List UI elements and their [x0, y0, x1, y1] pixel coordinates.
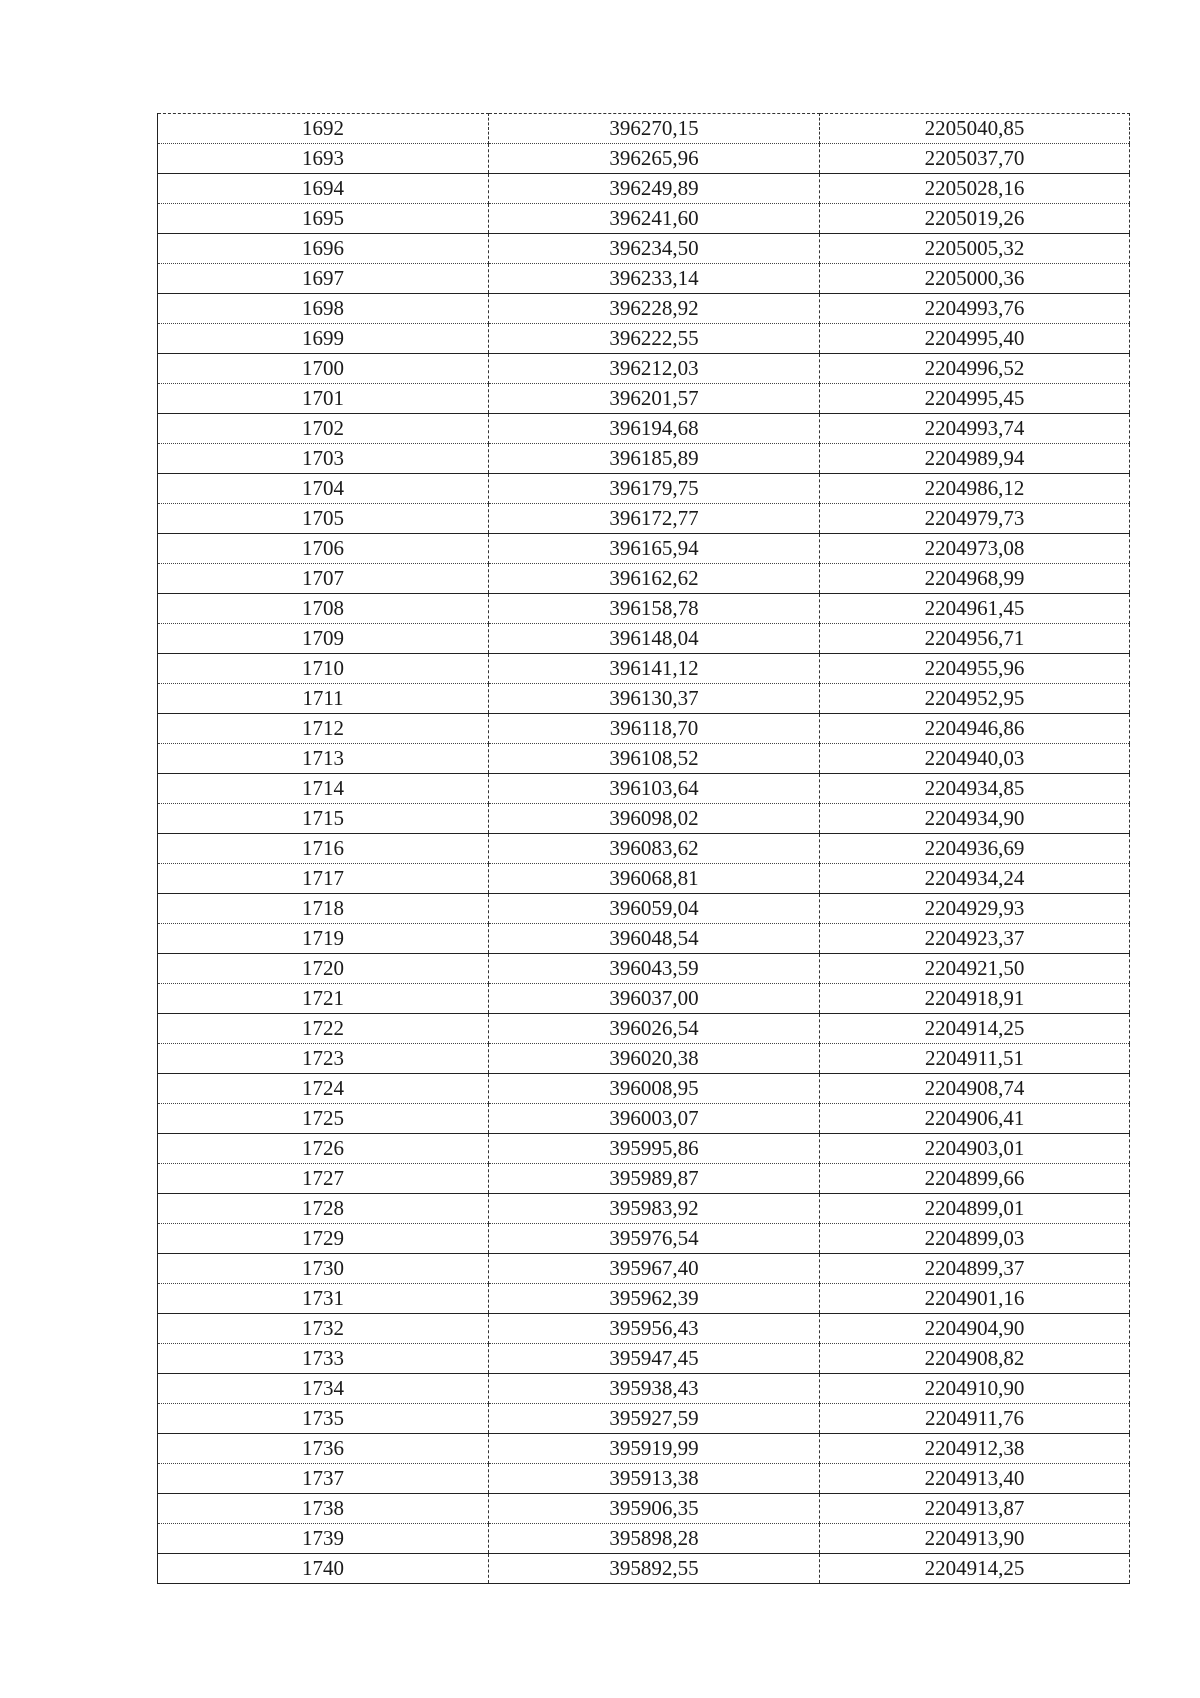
x-coordinate-cell: 396162,62: [489, 564, 820, 594]
table-row: [158, 1104, 1130, 1134]
x-coordinate-cell: 395906,35: [489, 1494, 820, 1524]
point-number-cell: 1736: [158, 1434, 489, 1464]
point-number-cell: 1704: [158, 474, 489, 504]
table-row: [158, 1524, 1130, 1554]
x-coordinate-cell: 395983,92: [489, 1194, 820, 1224]
point-number-cell: 1724: [158, 1074, 489, 1104]
point-number-cell: 1735: [158, 1404, 489, 1434]
table-row: [158, 1314, 1130, 1344]
x-coordinate-cell: 396179,75: [489, 474, 820, 504]
x-coordinate-cell: 396118,70: [489, 714, 820, 744]
point-number-cell: 1695: [158, 204, 489, 234]
y-coordinate-cell: 2204989,94: [820, 444, 1130, 474]
x-coordinate-cell: 396212,03: [489, 354, 820, 384]
x-coordinate-cell: 395938,43: [489, 1374, 820, 1404]
point-number-cell: 1732: [158, 1314, 489, 1344]
point-number-cell: 1727: [158, 1164, 489, 1194]
point-number-cell: 1707: [158, 564, 489, 594]
y-coordinate-cell: 2204993,76: [820, 294, 1130, 324]
point-number-cell: 1722: [158, 1014, 489, 1044]
y-coordinate-cell: 2204968,99: [820, 564, 1130, 594]
x-coordinate-cell: 395913,38: [489, 1464, 820, 1494]
x-coordinate-cell: 396098,02: [489, 804, 820, 834]
y-coordinate-cell: 2204934,24: [820, 864, 1130, 894]
y-coordinate-cell: 2204914,25: [820, 1554, 1130, 1584]
table-row: [158, 114, 1130, 144]
x-coordinate-cell: 396068,81: [489, 864, 820, 894]
y-coordinate-cell: 2205028,16: [820, 174, 1130, 204]
table-row: [158, 564, 1130, 594]
x-coordinate-cell: 396148,04: [489, 624, 820, 654]
x-coordinate-cell: 395989,87: [489, 1164, 820, 1194]
table-row: [158, 414, 1130, 444]
y-coordinate-cell: 2204940,03: [820, 744, 1130, 774]
table-row: [158, 354, 1130, 384]
x-coordinate-cell: 396201,57: [489, 384, 820, 414]
table-row: [158, 504, 1130, 534]
table-row: [158, 1044, 1130, 1074]
x-coordinate-cell: 396059,04: [489, 894, 820, 924]
x-coordinate-cell: 396185,89: [489, 444, 820, 474]
y-coordinate-cell: 2204995,40: [820, 324, 1130, 354]
point-number-cell: 1739: [158, 1524, 489, 1554]
y-coordinate-cell: 2204899,37: [820, 1254, 1130, 1284]
point-number-cell: 1721: [158, 984, 489, 1014]
x-coordinate-cell: 396026,54: [489, 1014, 820, 1044]
table-row: [158, 1164, 1130, 1194]
y-coordinate-cell: 2204918,91: [820, 984, 1130, 1014]
table-row: [158, 444, 1130, 474]
point-number-cell: 1700: [158, 354, 489, 384]
coordinates-table-body: [158, 114, 1130, 1584]
table-row: [158, 804, 1130, 834]
table-row: [158, 324, 1130, 354]
y-coordinate-cell: 2204993,74: [820, 414, 1130, 444]
y-coordinate-cell: 2204936,69: [820, 834, 1130, 864]
x-coordinate-cell: 396233,14: [489, 264, 820, 294]
point-number-cell: 1703: [158, 444, 489, 474]
y-coordinate-cell: 2204914,25: [820, 1014, 1130, 1044]
point-number-cell: 1699: [158, 324, 489, 354]
y-coordinate-cell: 2204906,41: [820, 1104, 1130, 1134]
point-number-cell: 1729: [158, 1224, 489, 1254]
x-coordinate-cell: 396228,92: [489, 294, 820, 324]
x-coordinate-cell: 396020,38: [489, 1044, 820, 1074]
x-coordinate-cell: 395947,45: [489, 1344, 820, 1374]
point-number-cell: 1710: [158, 654, 489, 684]
y-coordinate-cell: 2204996,52: [820, 354, 1130, 384]
y-coordinate-cell: 2204912,38: [820, 1434, 1130, 1464]
y-coordinate-cell: 2204911,76: [820, 1404, 1130, 1434]
table-row: [158, 624, 1130, 654]
point-number-cell: 1726: [158, 1134, 489, 1164]
table-row: [158, 174, 1130, 204]
y-coordinate-cell: 2205037,70: [820, 144, 1130, 174]
x-coordinate-cell: 396165,94: [489, 534, 820, 564]
x-coordinate-cell: 396043,59: [489, 954, 820, 984]
table-row: [158, 1344, 1130, 1374]
y-coordinate-cell: 2204908,74: [820, 1074, 1130, 1104]
x-coordinate-cell: 396037,00: [489, 984, 820, 1014]
table-row: [158, 1134, 1130, 1164]
y-coordinate-cell: 2204934,90: [820, 804, 1130, 834]
y-coordinate-cell: 2204961,45: [820, 594, 1130, 624]
y-coordinate-cell: 2204952,95: [820, 684, 1130, 714]
point-number-cell: 1701: [158, 384, 489, 414]
x-coordinate-cell: 395976,54: [489, 1224, 820, 1254]
y-coordinate-cell: 2204899,03: [820, 1224, 1130, 1254]
table-row: [158, 1494, 1130, 1524]
point-number-cell: 1698: [158, 294, 489, 324]
point-number-cell: 1717: [158, 864, 489, 894]
x-coordinate-cell: 396048,54: [489, 924, 820, 954]
point-number-cell: 1719: [158, 924, 489, 954]
x-coordinate-cell: 395956,43: [489, 1314, 820, 1344]
point-number-cell: 1712: [158, 714, 489, 744]
point-number-cell: 1723: [158, 1044, 489, 1074]
table-row: [158, 954, 1130, 984]
y-coordinate-cell: 2204956,71: [820, 624, 1130, 654]
table-row: [158, 1464, 1130, 1494]
table-row: [158, 894, 1130, 924]
table-row: [158, 924, 1130, 954]
y-coordinate-cell: 2204955,96: [820, 654, 1130, 684]
y-coordinate-cell: 2204973,08: [820, 534, 1130, 564]
table-row: [158, 1434, 1130, 1464]
table-row: [158, 864, 1130, 894]
x-coordinate-cell: 396003,07: [489, 1104, 820, 1134]
table-row: [158, 1074, 1130, 1104]
y-coordinate-cell: 2204899,66: [820, 1164, 1130, 1194]
x-coordinate-cell: 395962,39: [489, 1284, 820, 1314]
table-row: [158, 744, 1130, 774]
y-coordinate-cell: 2205000,36: [820, 264, 1130, 294]
point-number-cell: 1711: [158, 684, 489, 714]
x-coordinate-cell: 396270,15: [489, 114, 820, 144]
point-number-cell: 1697: [158, 264, 489, 294]
point-number-cell: 1737: [158, 1464, 489, 1494]
y-coordinate-cell: 2204908,82: [820, 1344, 1130, 1374]
point-number-cell: 1731: [158, 1284, 489, 1314]
point-number-cell: 1718: [158, 894, 489, 924]
table-row: [158, 234, 1130, 264]
table-row: [158, 264, 1130, 294]
y-coordinate-cell: 2204934,85: [820, 774, 1130, 804]
point-number-cell: 1734: [158, 1374, 489, 1404]
y-coordinate-cell: 2205040,85: [820, 114, 1130, 144]
x-coordinate-cell: 396008,95: [489, 1074, 820, 1104]
point-number-cell: 1696: [158, 234, 489, 264]
x-coordinate-cell: 395898,28: [489, 1524, 820, 1554]
table-row: [158, 1224, 1130, 1254]
point-number-cell: 1728: [158, 1194, 489, 1224]
table-row: [158, 294, 1130, 324]
y-coordinate-cell: 2204913,90: [820, 1524, 1130, 1554]
point-number-cell: 1709: [158, 624, 489, 654]
point-number-cell: 1715: [158, 804, 489, 834]
table-row: [158, 1284, 1130, 1314]
table-row: [158, 684, 1130, 714]
y-coordinate-cell: 2204979,73: [820, 504, 1130, 534]
table-row: [158, 594, 1130, 624]
point-number-cell: 1708: [158, 594, 489, 624]
table-row: [158, 384, 1130, 414]
y-coordinate-cell: 2204901,16: [820, 1284, 1130, 1314]
table-row: [158, 714, 1130, 744]
point-number-cell: 1738: [158, 1494, 489, 1524]
y-coordinate-cell: 2204986,12: [820, 474, 1130, 504]
x-coordinate-cell: 396083,62: [489, 834, 820, 864]
y-coordinate-cell: 2204995,45: [820, 384, 1130, 414]
x-coordinate-cell: 395927,59: [489, 1404, 820, 1434]
x-coordinate-cell: 396172,77: [489, 504, 820, 534]
y-coordinate-cell: 2204913,40: [820, 1464, 1130, 1494]
y-coordinate-cell: 2204946,86: [820, 714, 1130, 744]
y-coordinate-cell: 2204923,37: [820, 924, 1130, 954]
table-row: [158, 1404, 1130, 1434]
coordinates-table: [157, 113, 1130, 1584]
y-coordinate-cell: 2204903,01: [820, 1134, 1130, 1164]
point-number-cell: 1725: [158, 1104, 489, 1134]
table-row: [158, 474, 1130, 504]
x-coordinate-cell: 396103,64: [489, 774, 820, 804]
table-row: [158, 774, 1130, 804]
y-coordinate-cell: 2204929,93: [820, 894, 1130, 924]
y-coordinate-cell: 2205005,32: [820, 234, 1130, 264]
x-coordinate-cell: 396130,37: [489, 684, 820, 714]
y-coordinate-cell: 2205019,26: [820, 204, 1130, 234]
table-row: [158, 1194, 1130, 1224]
y-coordinate-cell: 2204899,01: [820, 1194, 1130, 1224]
table-row: [158, 1254, 1130, 1284]
table-row: [158, 1014, 1130, 1044]
y-coordinate-cell: 2204910,90: [820, 1374, 1130, 1404]
x-coordinate-cell: 396241,60: [489, 204, 820, 234]
point-number-cell: 1740: [158, 1554, 489, 1584]
y-coordinate-cell: 2204913,87: [820, 1494, 1130, 1524]
point-number-cell: 1694: [158, 174, 489, 204]
table-row: [158, 144, 1130, 174]
x-coordinate-cell: 396108,52: [489, 744, 820, 774]
point-number-cell: 1733: [158, 1344, 489, 1374]
x-coordinate-cell: 396249,89: [489, 174, 820, 204]
point-number-cell: 1706: [158, 534, 489, 564]
x-coordinate-cell: 396194,68: [489, 414, 820, 444]
point-number-cell: 1705: [158, 504, 489, 534]
point-number-cell: 1714: [158, 774, 489, 804]
x-coordinate-cell: 396141,12: [489, 654, 820, 684]
point-number-cell: 1713: [158, 744, 489, 774]
table-row: [158, 834, 1130, 864]
y-coordinate-cell: 2204911,51: [820, 1044, 1130, 1074]
point-number-cell: 1692: [158, 114, 489, 144]
table-row: [158, 984, 1130, 1014]
y-coordinate-cell: 2204921,50: [820, 954, 1130, 984]
x-coordinate-cell: 395995,86: [489, 1134, 820, 1164]
x-coordinate-cell: 396265,96: [489, 144, 820, 174]
table-row: [158, 654, 1130, 684]
table-row: [158, 1554, 1130, 1584]
table-row: [158, 1374, 1130, 1404]
x-coordinate-cell: 396158,78: [489, 594, 820, 624]
x-coordinate-cell: 395892,55: [489, 1554, 820, 1584]
y-coordinate-cell: 2204904,90: [820, 1314, 1130, 1344]
point-number-cell: 1716: [158, 834, 489, 864]
point-number-cell: 1702: [158, 414, 489, 444]
point-number-cell: 1720: [158, 954, 489, 984]
table-row: [158, 204, 1130, 234]
table-row: [158, 534, 1130, 564]
x-coordinate-cell: 396234,50: [489, 234, 820, 264]
point-number-cell: 1693: [158, 144, 489, 174]
x-coordinate-cell: 395967,40: [489, 1254, 820, 1284]
point-number-cell: 1730: [158, 1254, 489, 1284]
x-coordinate-cell: 395919,99: [489, 1434, 820, 1464]
x-coordinate-cell: 396222,55: [489, 324, 820, 354]
